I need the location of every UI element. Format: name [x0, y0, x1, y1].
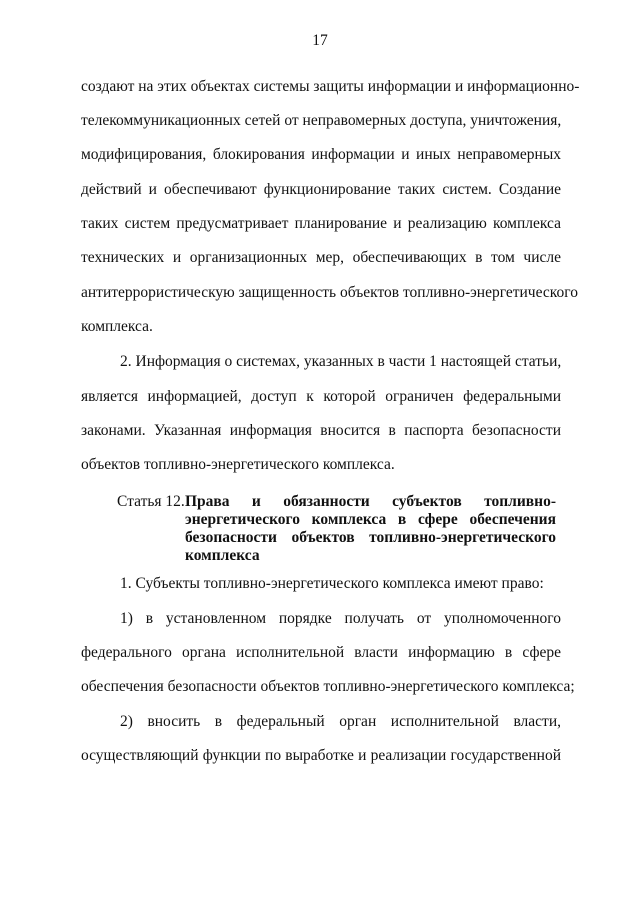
text-line: таких систем предусматривает планирование и реализацию комплекса	[81, 215, 561, 232]
article-title-line: Права и обязанности субъектов топливно-	[185, 493, 556, 510]
article-title-line: безопасности объектов топливно-энергетического	[185, 529, 556, 546]
text-line: является информацией, доступ к которой ограничен федеральными	[81, 388, 561, 405]
text-line: телекоммуникационных сетей от неправомерных доступа, уничтожения,	[81, 112, 562, 129]
article-title-line: комплекса	[185, 547, 260, 564]
article-label: Статья 12.	[117, 493, 185, 510]
text-line: 1. Субъекты топливно-энергетического комплекса имеют право:	[120, 575, 544, 592]
text-line: комплекса.	[81, 318, 153, 335]
article-title-line: энергетического комплекса в сфере обеспечения	[185, 511, 556, 528]
text-line: антитеррористическую защищенность объектов топливно-энергетического	[81, 284, 578, 301]
page-number: 17	[312, 32, 328, 49]
text-line: 2. Информация о системах, указанных в части 1 настоящей статьи,	[120, 353, 562, 370]
text-line: модифицирования, блокирования информации и иных неправомерных	[81, 146, 561, 163]
text-line: законами. Указанная информация вносится в паспорта безопасности	[81, 422, 561, 439]
text-line: создают на этих объектах системы защиты информации и информационно-	[81, 78, 580, 95]
text-line: 1) в установленном порядке получать от уполномоченного	[120, 610, 561, 627]
text-line: обеспечения безопасности объектов топливно-энергетического комплекса;	[81, 678, 575, 695]
text-line: 2) вносить в федеральный орган исполнительной власти,	[120, 713, 561, 730]
text-line: осуществляющий функции по выработке и реализации государственной	[81, 747, 561, 764]
text-line: объектов топливно-энергетического комплекса.	[81, 456, 395, 473]
text-line: действий и обеспечивают функционирование таких систем. Создание	[81, 181, 561, 198]
text-line: технических и организационных мер, обеспечивающих в том числе	[81, 249, 561, 266]
text-line: федерального органа исполнительной власти информацию в сфере	[81, 644, 561, 661]
